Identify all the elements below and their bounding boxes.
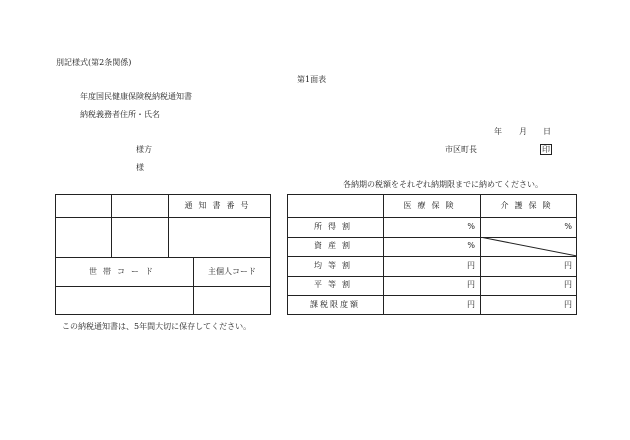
official-seal: 印 bbox=[542, 145, 550, 154]
date-month: 月 bbox=[519, 127, 527, 136]
mayor-title: 市区町長 bbox=[445, 145, 477, 154]
right-table-rule bbox=[287, 295, 577, 296]
row-label-income: 所得割 bbox=[314, 222, 356, 231]
left-table-divider bbox=[193, 257, 194, 315]
row-value-medical: % bbox=[467, 241, 475, 250]
row-value-medical: 円 bbox=[467, 280, 475, 289]
notice-number-label: 通知書番号 bbox=[184, 201, 255, 210]
page-label: 第1面表 bbox=[297, 75, 327, 84]
column-header-care: 介護保険 bbox=[500, 201, 557, 210]
row-label-tax-limit: 課税限度額 bbox=[310, 300, 360, 309]
right-table-rule bbox=[287, 217, 577, 218]
right-table-divider bbox=[383, 194, 384, 315]
taxpayer-address-name-label: 納税義務者住所・氏名 bbox=[80, 110, 160, 119]
left-table-border bbox=[55, 194, 271, 315]
payment-instruction: 各納期の税額をそれぞれ納期限までに納めてください。 bbox=[343, 180, 543, 189]
retention-note: この納税通知書は、5年間大切に保存してください。 bbox=[62, 322, 252, 331]
household-code-label: 世帯コード bbox=[89, 267, 159, 276]
head-code-label: 主個人コード bbox=[208, 267, 256, 276]
row-label-assets: 資産割 bbox=[314, 241, 356, 250]
date-year: 年 bbox=[494, 127, 502, 136]
left-table-rule bbox=[55, 217, 271, 218]
row-label-per-capita: 均等割 bbox=[314, 261, 356, 270]
date-day: 日 bbox=[543, 127, 551, 136]
right-table-rule bbox=[287, 256, 577, 257]
left-table-rule bbox=[55, 257, 271, 258]
document-title: 年度国民健康保険税納税通知書 bbox=[80, 92, 192, 101]
row-value-care: % bbox=[564, 222, 572, 231]
column-header-medical: 医療保険 bbox=[403, 201, 460, 210]
row-value-care: 円 bbox=[564, 300, 572, 309]
form-reference: 別記様式(第2条関係) bbox=[56, 58, 132, 67]
row-value-medical: 円 bbox=[467, 261, 475, 270]
row-label-per-household: 平等割 bbox=[314, 280, 356, 289]
row-value-care: 円 bbox=[564, 280, 572, 289]
left-table-divider bbox=[111, 194, 112, 257]
right-table-rule bbox=[287, 276, 577, 277]
recipient-honorific: 様 bbox=[136, 163, 144, 172]
row-value-care: 円 bbox=[564, 261, 572, 270]
row-value-medical: % bbox=[467, 222, 475, 231]
not-applicable-slash bbox=[480, 237, 577, 256]
row-value-medical: 円 bbox=[467, 300, 475, 309]
left-table-rule bbox=[55, 286, 271, 287]
recipient-suffix: 様方 bbox=[136, 145, 152, 154]
